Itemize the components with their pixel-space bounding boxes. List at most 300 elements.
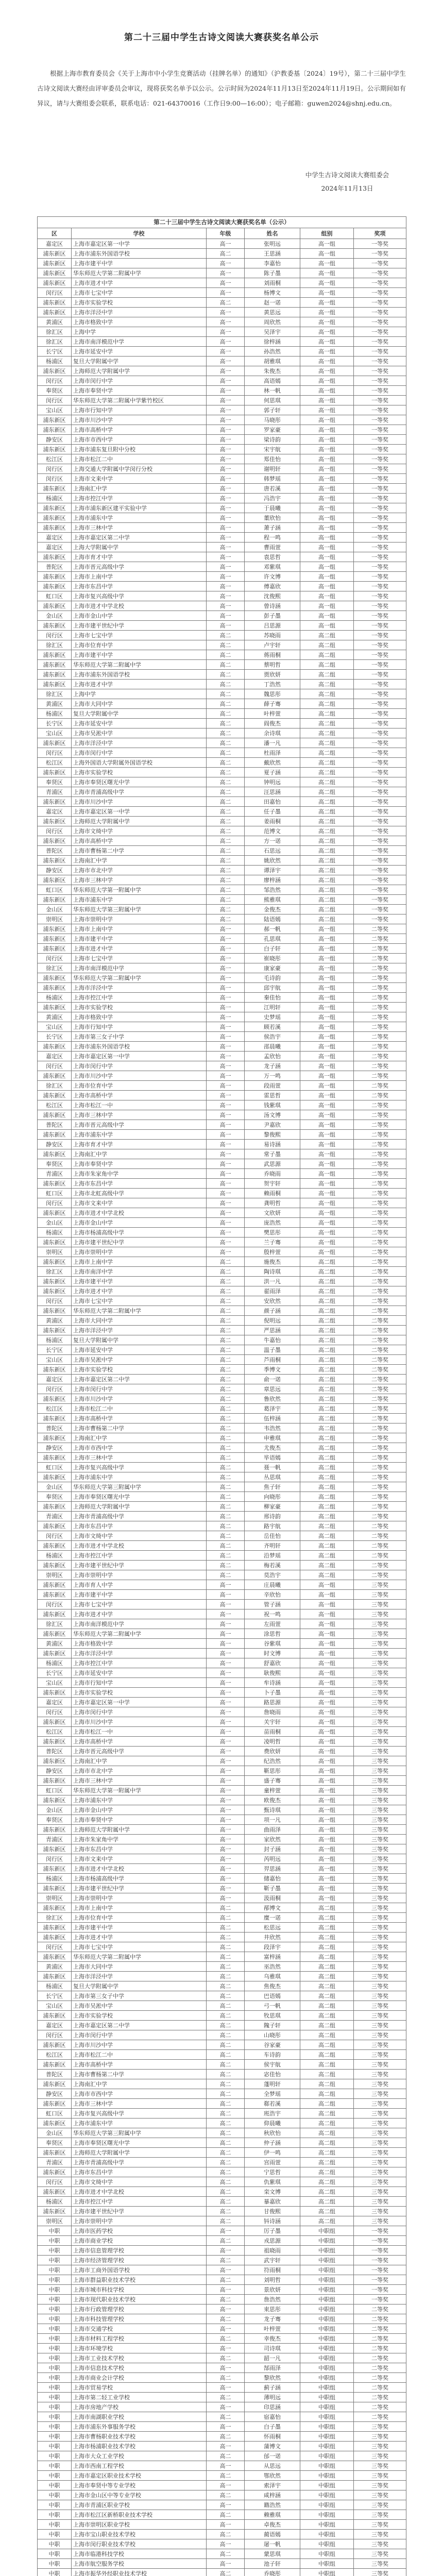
table-cell: 上海市位育中学 — [72, 1081, 207, 1091]
table-cell: 一等奖 — [354, 552, 406, 562]
table-cell: 黎俊熙 — [245, 1130, 300, 1140]
table-row — [38, 1766, 406, 1776]
table-cell: 怀雨桐 — [245, 2432, 300, 2442]
table-row — [38, 1747, 406, 1756]
table-row — [38, 1854, 406, 1864]
table-row — [38, 640, 406, 650]
table-cell: 长宁区 — [38, 719, 72, 728]
table-cell: 高一组 — [300, 1022, 354, 1032]
table-cell: 景欣妍 — [245, 2285, 300, 2295]
table-cell: 二等奖 — [354, 2304, 406, 2314]
table-cell: 二等奖 — [354, 1228, 406, 1238]
table-cell: 高二组 — [300, 1453, 354, 1463]
table-row — [38, 2334, 406, 2344]
table-cell: 二等奖 — [354, 1149, 406, 1159]
table-cell: 高一 — [207, 1688, 245, 1698]
table-cell: 高二 — [207, 709, 245, 719]
table-row — [38, 1541, 406, 1551]
table-row — [38, 249, 406, 259]
table-cell: 上海市浦东复旦附中分校 — [72, 445, 207, 454]
table-row — [38, 2422, 406, 2432]
table-cell: 二等奖 — [354, 2373, 406, 2383]
table-cell: 高一 — [207, 562, 245, 572]
table-cell: 中职 — [38, 2510, 72, 2520]
table-cell: 从思远 — [245, 2461, 300, 2471]
table-cell: 高一 — [207, 484, 245, 494]
table-cell: 上海市东昌中学 — [72, 1179, 207, 1189]
table-cell: 上海南汇中学 — [72, 2079, 207, 2089]
table-cell: 上海南汇中学 — [72, 1433, 207, 1443]
table-cell: 高二 — [207, 689, 245, 699]
table-cell: 俞一诺 — [245, 1375, 300, 1384]
table-cell: 阎俊杰 — [245, 719, 300, 728]
table-cell: 高二 — [207, 728, 245, 738]
table-cell: 朱俊杰 — [245, 366, 300, 376]
table-cell: 黄浦区 — [38, 1639, 72, 1649]
table-cell: 上海市奉贤区曙光中学 — [72, 777, 207, 787]
table-cell: 上海市实验学校 — [72, 298, 207, 308]
table-cell: 崇明区 — [38, 914, 72, 924]
table-cell: 陶诗琪 — [245, 1267, 300, 1277]
table-cell: 高二 — [207, 875, 245, 885]
table-row — [38, 513, 406, 523]
table-cell: 上海市建平中学 — [72, 934, 207, 944]
table-cell: 三等奖 — [354, 1962, 406, 1972]
table-cell: 三等奖 — [354, 2109, 406, 2119]
table-cell: 高一组 — [300, 376, 354, 386]
table-cell: 杨浦区 — [38, 494, 72, 503]
table-cell: 高一 — [207, 1003, 245, 1012]
table-cell: 三等奖 — [354, 1698, 406, 1707]
table-cell: 上海市高桥中学 — [72, 425, 207, 435]
table-cell: 奉贤区 — [38, 777, 72, 787]
table-cell: 高一组 — [300, 464, 354, 474]
table-cell: 叶梓萱 — [245, 2324, 300, 2334]
table-cell: 高二组 — [300, 2070, 354, 2079]
table-cell: 高二组 — [300, 1335, 354, 1345]
table-cell: 高一组 — [300, 327, 354, 337]
table-cell: 高一组 — [300, 288, 354, 298]
table-cell: 弓一帆 — [245, 2001, 300, 2011]
table-cell: 中职组 — [300, 2393, 354, 2402]
table-cell: 凌明哲 — [245, 1737, 300, 1747]
table-cell: 束思彤 — [245, 2304, 300, 2314]
table-cell: 上海市吴淞中学 — [72, 728, 207, 738]
table-row — [38, 2451, 406, 2461]
table-cell: 中职 — [38, 2393, 72, 2402]
table-cell: 浦东新区 — [38, 2079, 72, 2089]
table-cell: 高二组 — [300, 1502, 354, 1512]
table-cell: 浦东新区 — [38, 1110, 72, 1120]
table-cell: 邱宇航 — [245, 983, 300, 993]
table-cell: 高一组 — [300, 1864, 354, 1874]
table-cell: 陈子墨 — [245, 268, 300, 278]
table-cell: 高二组 — [300, 2128, 354, 2138]
table-cell: 高一 — [207, 2383, 245, 2393]
table-cell: 高一组 — [300, 582, 354, 591]
table-cell: 高二 — [207, 1335, 245, 1345]
table-cell: 上海市信息管理学校 — [72, 2246, 207, 2256]
table-cell: 中职 — [38, 2265, 72, 2275]
table-cell: 高一 — [207, 543, 245, 552]
table-cell: 三等奖 — [354, 2099, 406, 2109]
table-cell: 三等奖 — [354, 1864, 406, 1874]
table-cell: 中职 — [38, 2324, 72, 2334]
table-cell: 三等奖 — [354, 1590, 406, 1600]
table-cell: 上海市东昌中学 — [72, 582, 207, 591]
table-row — [38, 308, 406, 317]
table-cell: 王思涵 — [245, 249, 300, 259]
table-row — [38, 1208, 406, 1218]
table-row — [38, 836, 406, 846]
table-cell: 高一 — [207, 1678, 245, 1688]
table-cell: 上海市上南中学 — [72, 924, 207, 934]
table-cell: 高一组 — [300, 1698, 354, 1707]
table-row — [38, 2216, 406, 2226]
table-cell: 邢诗韵 — [245, 1512, 300, 1521]
table-cell: 高二 — [207, 1316, 245, 1326]
table-cell: 宓佳怡 — [245, 2070, 300, 2079]
table-row — [38, 846, 406, 856]
table-cell: 浦东新区 — [38, 1521, 72, 1531]
table-cell: 高一 — [207, 425, 245, 435]
table-row — [38, 1071, 406, 1081]
table-cell: 奉贤区 — [38, 1815, 72, 1825]
table-cell: 上海市七宝中学 — [72, 954, 207, 963]
table-cell: 嘉定区 — [38, 1375, 72, 1384]
table-cell: 二等奖 — [354, 1414, 406, 1423]
table-cell: 高一 — [207, 1698, 245, 1707]
table-cell: 青浦区 — [38, 1169, 72, 1179]
table-cell: 高二组 — [300, 836, 354, 846]
table-cell: 卢宇轩 — [245, 640, 300, 650]
table-cell: 三等奖 — [354, 1874, 406, 1884]
table-row — [38, 2500, 406, 2510]
table-row — [38, 2089, 406, 2099]
table-cell: 闵行区 — [38, 1061, 72, 1071]
table-cell: 赵一诺 — [245, 298, 300, 308]
table-cell: 金山区 — [38, 905, 72, 914]
table-cell: 祝一鸣 — [245, 1609, 300, 1619]
table-cell: 中职 — [38, 2246, 72, 2256]
table-cell: 高二 — [207, 2079, 245, 2089]
table-row — [38, 2353, 406, 2363]
table-row — [38, 777, 406, 787]
table-cell: 高一组 — [300, 1100, 354, 1110]
table-cell: 上海市洋泾中学 — [72, 983, 207, 993]
table-cell: 高二 — [207, 2471, 245, 2481]
table-row — [38, 1003, 406, 1012]
table-cell: 三等奖 — [354, 1903, 406, 1913]
table-cell: 上海市建平中学 — [72, 1277, 207, 1286]
table-cell: 高二组 — [300, 768, 354, 777]
table-cell: 高二 — [207, 1521, 245, 1531]
table-cell: 三等奖 — [354, 2001, 406, 2011]
table-cell: 一等奖 — [354, 797, 406, 807]
table-cell: 高一组 — [300, 494, 354, 503]
table-cell: 上海市曹杨职业技术学校 — [72, 2432, 207, 2442]
table-cell: 高一组 — [300, 1884, 354, 1893]
table-cell: 高一 — [207, 934, 245, 944]
table-row — [38, 2109, 406, 2119]
table-cell: 高二组 — [300, 1923, 354, 1933]
table-cell: 中职组 — [300, 2324, 354, 2334]
table-cell: 高二组 — [300, 1981, 354, 1991]
table-cell: 高二 — [207, 2432, 245, 2442]
table-cell: 一等奖 — [354, 905, 406, 914]
table-cell: 高二 — [207, 2021, 245, 2030]
table-cell: 高二 — [207, 1326, 245, 1335]
table-row — [38, 1551, 406, 1561]
table-cell: 高一 — [207, 474, 245, 484]
table-cell: 高二 — [207, 856, 245, 866]
table-cell: 中职 — [38, 2500, 72, 2510]
table-cell: 奉贤区 — [38, 386, 72, 396]
table-cell: 一等奖 — [354, 308, 406, 317]
table-cell: 黄浦区 — [38, 1316, 72, 1326]
table-cell: 高一 — [207, 386, 245, 396]
table-cell: 高二 — [207, 2275, 245, 2285]
table-cell: 杨浦区 — [38, 1874, 72, 1884]
table-cell: 高一组 — [300, 415, 354, 425]
table-cell: 中职 — [38, 2530, 72, 2539]
table-cell: 上海市位育中学 — [72, 640, 207, 650]
table-cell: 唐若溪 — [245, 484, 300, 494]
table-cell: 高二组 — [300, 1512, 354, 1521]
table-cell: 高二组 — [300, 1345, 354, 1355]
table-cell: 高二 — [207, 1394, 245, 1404]
table-cell: 高二组 — [300, 2119, 354, 2128]
table-cell: 高一组 — [300, 523, 354, 533]
table-cell: 高一组 — [300, 591, 354, 601]
table-cell: 上海市进才中学 — [72, 680, 207, 689]
table-cell: 杨博文 — [245, 288, 300, 298]
table-cell: 杨浦区 — [38, 1981, 72, 1991]
table-cell: 陆语嫣 — [245, 914, 300, 924]
table-cell: 曲雨泽 — [245, 1825, 300, 1835]
table-cell: 浦东新区 — [38, 2207, 72, 2216]
table-cell: 中职组 — [300, 2402, 354, 2412]
table-row — [38, 1521, 406, 1531]
table-cell: 高二组 — [300, 2197, 354, 2207]
table-cell: 上海市青浦高级中学 — [72, 787, 207, 797]
table-cell: 上海市格致中学 — [72, 317, 207, 327]
table-cell: 浦东新区 — [38, 1257, 72, 1267]
table-cell: 高二 — [207, 1570, 245, 1580]
table-cell: 高二 — [207, 1913, 245, 1923]
table-cell: 郗若溪 — [245, 2099, 300, 2109]
table-cell: 二等奖 — [354, 1218, 406, 1228]
table-cell: 康家豪 — [245, 963, 300, 973]
table-cell: 鲁欣然 — [245, 1394, 300, 1404]
table-cell: 一等奖 — [354, 298, 406, 308]
table-cell: 彭子墨 — [245, 611, 300, 621]
table-cell: 高二组 — [300, 1384, 354, 1394]
table-cell: 高一组 — [300, 954, 354, 963]
table-row — [38, 1012, 406, 1022]
table-cell: 浦东新区 — [38, 2187, 72, 2197]
table-cell: 三等奖 — [354, 2040, 406, 2050]
table-cell: 高一组 — [300, 357, 354, 366]
table-cell: 中职 — [38, 2520, 72, 2530]
table-cell: 中职组 — [300, 2569, 354, 2576]
table-cell: 浦东新区 — [38, 1844, 72, 1854]
table-cell: 一等奖 — [354, 249, 406, 259]
table-cell: 上海市七宝中学 — [72, 1296, 207, 1306]
table-row — [38, 2539, 406, 2549]
table-cell: 中职组 — [300, 2363, 354, 2373]
table-row — [38, 454, 406, 464]
table-cell: 高一 — [207, 503, 245, 513]
table-cell: 孔思琪 — [245, 934, 300, 944]
table-cell: 熊雅琪 — [245, 895, 300, 905]
table-cell: 三等奖 — [354, 1766, 406, 1776]
table-cell: 上海市格致中学 — [72, 1639, 207, 1649]
table-cell: 高二组 — [300, 1482, 354, 1492]
table-cell: 金山区 — [38, 1482, 72, 1492]
table-cell: 上海市宝山职业技术学校 — [72, 2530, 207, 2539]
table-cell: 郑佳怡 — [245, 454, 300, 464]
table-cell: 倪明远 — [245, 1316, 300, 1326]
table-cell: 高一组 — [300, 1159, 354, 1169]
table-cell: 高二 — [207, 2040, 245, 2050]
table-cell: 三等奖 — [354, 1658, 406, 1668]
table-cell: 上海师范大学附属中学 — [72, 817, 207, 826]
table-cell: 高二组 — [300, 777, 354, 787]
table-cell: 高二 — [207, 650, 245, 660]
table-cell: 仲子涵 — [245, 2138, 300, 2148]
table-cell: 二等奖 — [354, 2353, 406, 2363]
table-cell: 高二 — [207, 2334, 245, 2344]
table-row — [38, 1198, 406, 1208]
table-cell: 邴博文 — [245, 1903, 300, 1913]
table-cell: 高一 — [207, 1727, 245, 1737]
table-cell: 谭泽宇 — [245, 866, 300, 875]
table-cell: 中职组 — [300, 2451, 354, 2461]
table-cell: 高二组 — [300, 1942, 354, 1952]
table-cell: 符雨桐 — [245, 2265, 300, 2275]
table-cell: 上海市吴淞中学 — [72, 2001, 207, 2011]
table-cell: 高二 — [207, 660, 245, 670]
table-cell: 一等奖 — [354, 699, 406, 709]
table-cell: 贾欣妍 — [245, 670, 300, 680]
table-cell: 高一 — [207, 533, 245, 543]
table-cell: 华东师范大学第三附属中学 — [72, 905, 207, 914]
table-cell: 高一组 — [300, 1688, 354, 1698]
table-row — [38, 2167, 406, 2177]
table-cell: 三等奖 — [354, 2060, 406, 2070]
table-cell: 上海市闵行中学 — [72, 1707, 207, 1717]
table-cell: 上海师范大学附属中学 — [72, 1825, 207, 1835]
table-cell: 崇明区 — [38, 2216, 72, 2226]
table-cell: 中职组 — [300, 2314, 354, 2324]
table-cell: 长宁区 — [38, 1668, 72, 1678]
table-cell: 一等奖 — [354, 366, 406, 376]
table-cell: 长宁区 — [38, 1032, 72, 1042]
table-cell: 秋欣怡 — [245, 2128, 300, 2138]
table-cell: 高一 — [207, 1766, 245, 1776]
table-cell: 三等奖 — [354, 1805, 406, 1815]
table-cell: 华东师范大学第二附属中学 — [72, 1629, 207, 1639]
table-cell: 高二 — [207, 1923, 245, 1933]
table-cell: 高一 — [207, 347, 245, 357]
table-cell: 浦东新区 — [38, 503, 72, 513]
table-cell: 高二组 — [300, 1463, 354, 1472]
table-cell: 高一 — [207, 993, 245, 1003]
table-cell: 高一 — [207, 1247, 245, 1257]
table-cell: 二等奖 — [354, 1502, 406, 1512]
table-cell: 徐汇区 — [38, 640, 72, 650]
table-cell: 高二 — [207, 1492, 245, 1502]
table-cell: 一等奖 — [354, 719, 406, 728]
table-header-cell: 区 — [38, 228, 72, 239]
table-cell: 上海市嘉定区第二中学 — [72, 1375, 207, 1384]
table-row — [38, 376, 406, 386]
table-row — [38, 1923, 406, 1933]
table-cell: 汪思涵 — [245, 787, 300, 797]
table-cell: 高一 — [207, 1228, 245, 1238]
table-cell: 司诗琪 — [245, 2344, 300, 2353]
table-cell: 三等奖 — [354, 2481, 406, 2490]
table-cell: 乔晓彤 — [245, 2569, 300, 2576]
table-cell: 浦东新区 — [38, 1238, 72, 1247]
table-cell: 松江区 — [38, 1727, 72, 1737]
table-cell: 上海市上南中学 — [72, 1257, 207, 1267]
table-cell: 高二组 — [300, 1913, 354, 1923]
table-cell: 二等奖 — [354, 1482, 406, 1492]
table-row — [38, 2148, 406, 2158]
table-row — [38, 2207, 406, 2216]
table-cell: 韩梦瑶 — [245, 474, 300, 484]
table-cell: 二等奖 — [354, 1061, 406, 1071]
table-cell: 高一 — [207, 357, 245, 366]
table-row — [38, 2295, 406, 2304]
table-cell: 上海市三林中学 — [72, 1453, 207, 1463]
table-cell: 浦东新区 — [38, 895, 72, 905]
table-cell: 高二组 — [300, 2079, 354, 2089]
table-cell: 高二 — [207, 2314, 245, 2324]
table-cell: 浦东新区 — [38, 2011, 72, 2021]
table-cell: 上海市进才中学北校 — [72, 1541, 207, 1551]
table-cell: 高二 — [207, 1453, 245, 1463]
table-cell: 高二 — [207, 1355, 245, 1365]
table-cell: 中职 — [38, 2275, 72, 2285]
table-cell: 高二 — [207, 817, 245, 826]
table-cell: 上海市北虹高级中学 — [72, 1189, 207, 1198]
table-row — [38, 1893, 406, 1903]
table-cell: 上海市建平世纪中学 — [72, 2207, 207, 2216]
table-cell: 上海市杨浦职业技术学校 — [72, 2442, 207, 2451]
table-cell: 高一 — [207, 1140, 245, 1149]
table-row — [38, 2344, 406, 2353]
table-cell: 三等奖 — [354, 2197, 406, 2207]
table-cell: 高一 — [207, 1081, 245, 1091]
table-cell: 中职 — [38, 2539, 72, 2549]
table-cell: 上海市晋元高级中学 — [72, 1120, 207, 1130]
table-cell: 浦东新区 — [38, 1091, 72, 1100]
table-row — [38, 1091, 406, 1100]
table-row — [38, 2128, 406, 2138]
table-cell: 杨浦区 — [38, 1658, 72, 1668]
table-cell: 一等奖 — [354, 259, 406, 268]
table-cell: 上海市浦东中学 — [72, 513, 207, 523]
table-cell: 宝山区 — [38, 405, 72, 415]
table-cell: 青浦区 — [38, 2158, 72, 2167]
table-cell: 上海市金山区中等专业学校 — [72, 2490, 207, 2500]
table-row — [38, 2246, 406, 2256]
table-row — [38, 2187, 406, 2197]
table-cell: 浦东新区 — [38, 1933, 72, 1942]
